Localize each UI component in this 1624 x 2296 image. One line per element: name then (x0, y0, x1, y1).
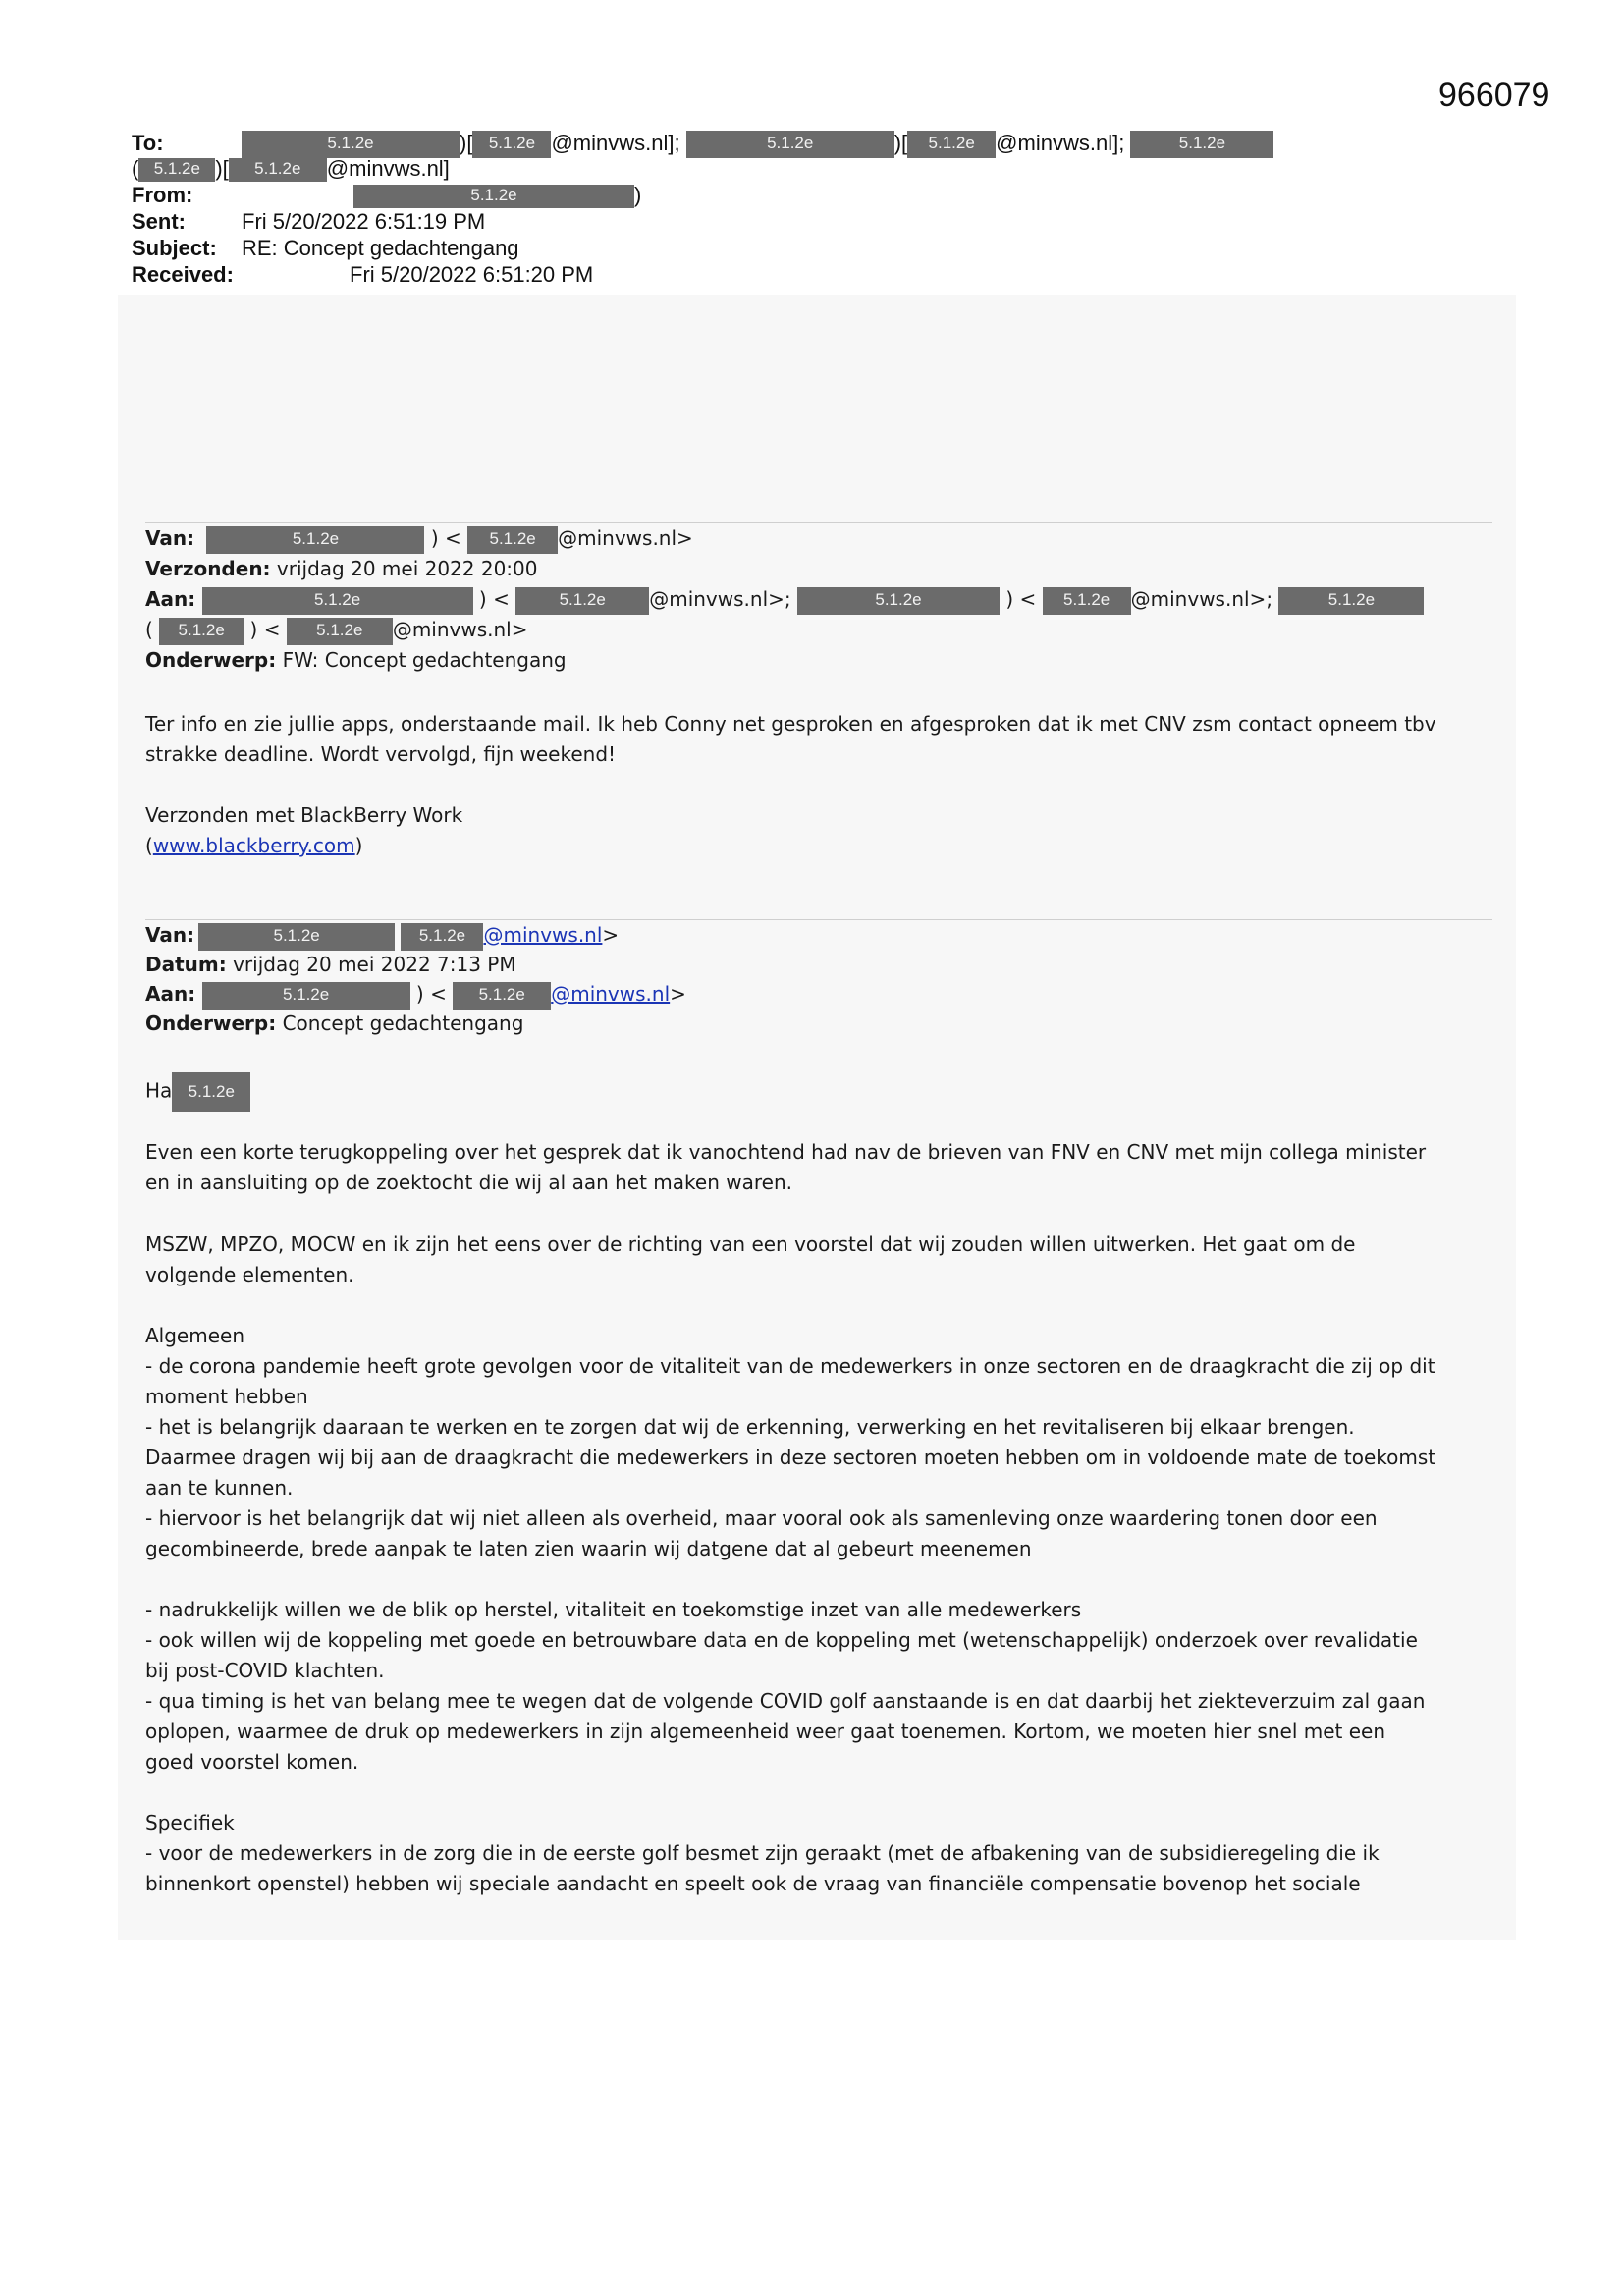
body-line: - de corona pandemie heeft grote gevolgen voor de vitaliteit van de medewerkers in onze sectoren en de draagkracht die zij op dit (145, 1354, 1435, 1378)
redaction: 5.1.2e (797, 587, 1000, 615)
to-label: To: (132, 131, 164, 155)
redaction: 5.1.2e (198, 923, 395, 951)
body-line: bij post-COVID klachten. (145, 1659, 385, 1682)
onderwerp-value: FW: Concept gedachtengang (282, 648, 567, 672)
redaction: 5.1.2e (159, 618, 244, 645)
redaction: 5.1.2e (686, 131, 894, 158)
onderwerp-label: Onderwerp: (145, 648, 277, 672)
email-domain: @minvws.nl]; (551, 131, 680, 155)
to-line: To: 5.1.2e )[ 5.1.2e @minvws.nl]; 5.1.2e )[ 5.1.2e @minvws.nl]; 5.1.2e (132, 130, 1273, 158)
redaction: 5.1.2e (202, 587, 473, 615)
received-value: Fri 5/20/2022 6:51:20 PM (350, 262, 594, 287)
van-label: Van: (145, 526, 195, 550)
onderwerp-value: Concept gedachtengang (282, 1011, 524, 1035)
subject-value: RE: Concept gedachtengang (242, 236, 519, 260)
verzonden-value: vrijdag 20 mei 2022 20:00 (276, 557, 538, 580)
redaction: 5.1.2e (138, 158, 215, 182)
forward-signature-link-line: (www.blackberry.com) (145, 834, 363, 857)
body-line: - nadrukkelijk willen we de blik op herstel, vitaliteit en toekomstige inzet van alle medewerkers (145, 1598, 1082, 1621)
redaction: 5.1.2e (907, 131, 996, 158)
redaction: 5.1.2e (287, 618, 393, 645)
redaction: 5.1.2e (467, 526, 558, 554)
redaction: 5.1.2e (172, 1072, 250, 1112)
aan-label: Aan: (145, 587, 196, 611)
original-greeting (145, 1072, 250, 1112)
blackberry-link[interactable]: www.blackberry.com (152, 834, 355, 857)
email-domain[interactable]: @minvws.nl (551, 982, 671, 1006)
redaction: 5.1.2e (353, 185, 634, 208)
document-number: 966079 (1438, 77, 1550, 114)
body-line: gecombineerde, brede aanpak te laten zien waarin wij datgene dat al gebeurt meenemen (145, 1537, 1032, 1560)
redaction: 5.1.2e (1043, 587, 1131, 615)
body-line: - qua timing is het van belang mee te wegen dat de volgende COVID golf aanstaande is en dat daarbij het ziekteverzuim zal gaan (145, 1689, 1426, 1713)
subject-line (132, 235, 519, 261)
redaction: 5.1.2e (515, 587, 649, 615)
original-datum (145, 950, 516, 980)
datum-label: Datum: (145, 953, 227, 976)
forward-onderwerp (145, 645, 567, 676)
email-domain[interactable]: @minvws.nl (483, 923, 603, 947)
body-line: goed voorstel komen. (145, 1750, 359, 1774)
to-line-continued: ( 5.1.2e )[ 5.1.2e @minvws.nl] (132, 156, 450, 181)
original-van: Van: 5.1.2e 5.1.2e @minvws.nl> (145, 920, 619, 951)
van-label: Van: (145, 923, 195, 947)
email-domain: @minvws.nl> (558, 526, 693, 550)
section-heading: Specifiek (145, 1811, 235, 1834)
forward-verzonden (145, 554, 538, 584)
received-label: Received: (132, 262, 234, 287)
redaction: 5.1.2e (1130, 131, 1273, 158)
sent-label: Sent: (132, 209, 186, 234)
redaction: 5.1.2e (401, 923, 483, 951)
body-line: - hiervoor is het belangrijk dat wij niet alleen als overheid, maar vooral ook als samenleving onze waardering tonen door een (145, 1506, 1378, 1530)
original-onderwerp (145, 1009, 523, 1039)
email-domain: @minvws.nl]; (996, 131, 1125, 155)
forward-van: Van: 5.1.2e ) < 5.1.2e @minvws.nl> (145, 523, 693, 554)
body-line: moment hebben (145, 1385, 308, 1408)
greeting-text: Ha (145, 1078, 173, 1103)
email-domain: @minvws.nl>; (649, 587, 791, 611)
subject-label: Subject: (132, 236, 217, 260)
from-line (132, 182, 641, 208)
body-line: - ook willen wij de koppeling met goede en betrouwbare data en de koppeling met (wetenschappelijk) onderzoek over revalidatie (145, 1628, 1418, 1652)
sent-line (132, 208, 485, 235)
from-label: From: (132, 183, 193, 207)
body-line: binnenkort openstel) hebben wij speciale aandacht en speelt ook de vraag van financiële compensatie bovenop het sociale (145, 1872, 1361, 1895)
body-line: oplopen, waarmee de druk op medewerkers in zijn algemeenheid weer gaat toenemen. Kortom, we moeten hier snel met een (145, 1720, 1386, 1743)
email-domain: @minvws.nl>; (1130, 587, 1273, 611)
email-domain: @minvws.nl] (326, 156, 450, 181)
redaction: 5.1.2e (206, 526, 424, 554)
body-line: en in aansluiting op de zoektocht die wij al aan het maken waren. (145, 1171, 792, 1194)
redaction: 5.1.2e (229, 158, 327, 182)
forward-body-line: strakke deadline. Wordt vervolgd, fijn weekend! (145, 742, 617, 766)
forward-signature: Verzonden met BlackBerry Work (145, 803, 463, 827)
body-line: volgende elementen. (145, 1263, 354, 1286)
body-line: - het is belangrijk daaraan te werken en te zorgen dat wij de erkenning, verwerking en het revitaliseren bij elkaar brengen. (145, 1415, 1355, 1439)
body-line: Even een korte terugkoppeling over het gesprek dat ik vanochtend had nav de brieven van FNV en CNV met mijn collega minister (145, 1140, 1427, 1164)
forward-body-line: Ter info en zie jullie apps, onderstaande mail. Ik heb Conny net gesproken en afgesproken dat ik met CNV zsm contact opneem tbv (145, 712, 1436, 736)
body-line: aan te kunnen. (145, 1476, 294, 1500)
email-domain: @minvws.nl> (392, 618, 528, 641)
onderwerp-label: Onderwerp: (145, 1011, 277, 1035)
aan-label: Aan: (145, 982, 196, 1006)
redaction: 5.1.2e (472, 131, 551, 158)
body-line: - voor de medewerkers in de zorg die in de eerste golf besmet zijn geraakt (met de afbakening van de subsidieregeling die ik (145, 1841, 1380, 1865)
original-aan: Aan: 5.1.2e ) < 5.1.2e @minvws.nl> (145, 979, 686, 1010)
verzonden-label: Verzonden: (145, 557, 271, 580)
redaction: 5.1.2e (242, 131, 460, 158)
forward-aan-continued: ( 5.1.2e ) < 5.1.2e @minvws.nl> (145, 615, 528, 645)
redaction: 5.1.2e (1278, 587, 1424, 615)
from-end: ) (634, 183, 642, 207)
body-line: Daarmee dragen wij bij aan de draagkracht die medewerkers in deze sectoren moeten hebben om in voldoende mate de toekomst (145, 1446, 1436, 1469)
sent-value: Fri 5/20/2022 6:51:19 PM (242, 209, 486, 234)
section-heading: Algemeen (145, 1324, 245, 1347)
redaction: 5.1.2e (202, 982, 410, 1010)
received-line (132, 261, 593, 288)
body-line: MSZW, MPZO, MOCW en ik zijn het eens over de richting van een voorstel dat wij zouden willen uitwerken. Het gaat om de (145, 1232, 1356, 1256)
datum-value: vrijdag 20 mei 2022 7:13 PM (233, 953, 516, 976)
redaction: 5.1.2e (453, 982, 551, 1010)
forward-aan: Aan: 5.1.2e ) < 5.1.2e @minvws.nl>; 5.1.2e ) < 5.1.2e @minvws.nl>; 5.1.2e (145, 584, 1424, 615)
